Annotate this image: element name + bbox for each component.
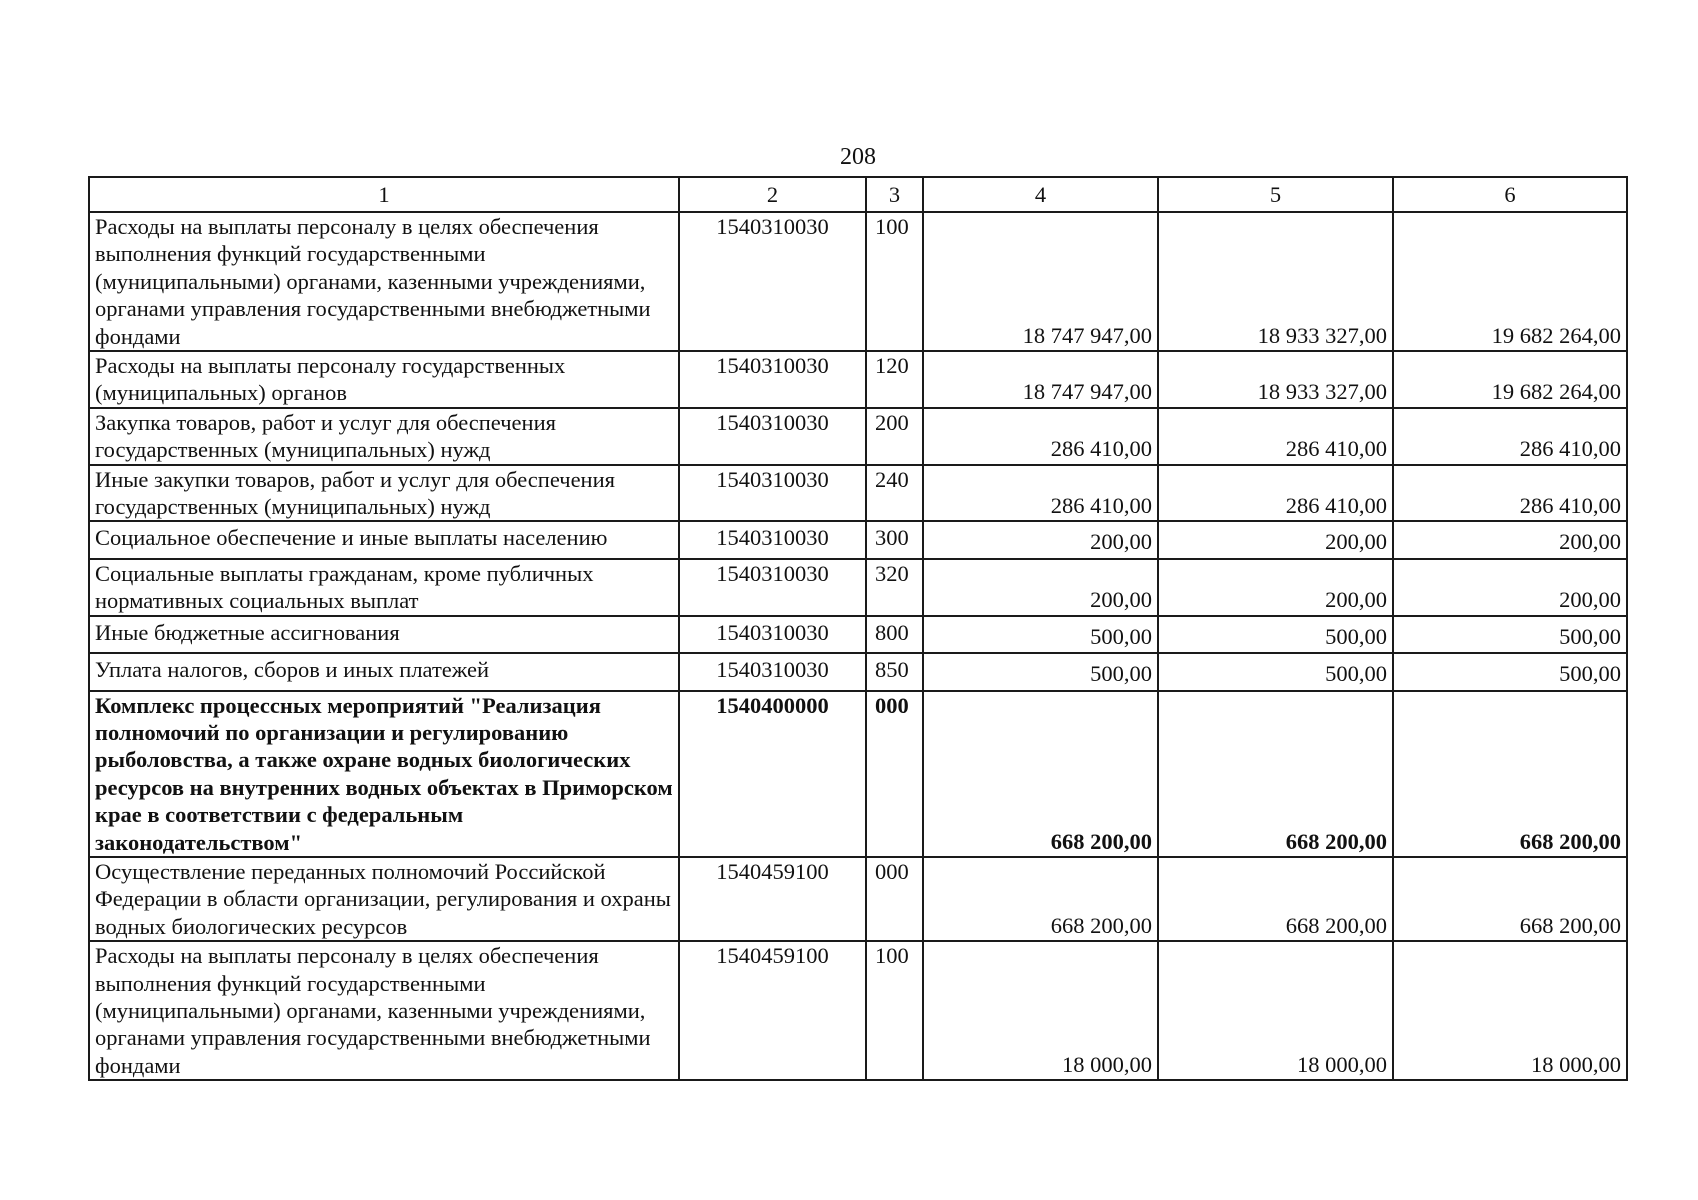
amount-col-4: 500,00 <box>923 653 1158 690</box>
table-row <box>89 616 1627 653</box>
table-row <box>89 941 1627 1080</box>
amount-col-4: 668 200,00 <box>923 857 1158 941</box>
column-header: 4 <box>923 177 1158 212</box>
amount-col-4: 18 747 947,00 <box>923 351 1158 408</box>
expense-name: Социальные выплаты гражданам, кроме публичных нормативных социальных выплат <box>89 559 679 616</box>
expense-name: Закупка товаров, работ и услуг для обеспечения государственных (муниципальных) нужд <box>89 408 679 465</box>
amount-col-6: 18 000,00 <box>1393 941 1627 1080</box>
amount-col-6: 286 410,00 <box>1393 465 1627 522</box>
expense-name: Иные бюджетные ассигнования <box>89 616 679 653</box>
amount-col-6: 286 410,00 <box>1393 408 1627 465</box>
expense-type-code: 300 <box>866 521 923 558</box>
expense-type-code: 850 <box>866 653 923 690</box>
table-row <box>89 351 1627 408</box>
amount-col-6: 19 682 264,00 <box>1393 351 1627 408</box>
amount-col-6: 19 682 264,00 <box>1393 212 1627 351</box>
column-header: 2 <box>679 177 866 212</box>
table-row <box>89 408 1627 465</box>
column-header: 3 <box>866 177 923 212</box>
target-article-code: 1540310030 <box>679 465 866 522</box>
amount-col-5: 500,00 <box>1158 616 1393 653</box>
target-article-code: 1540310030 <box>679 521 866 558</box>
page-number: 208 <box>840 144 876 170</box>
expense-name: Расходы на выплаты персоналу государственных (муниципальных) органов <box>89 351 679 408</box>
amount-col-5: 668 200,00 <box>1158 691 1393 857</box>
amount-col-6: 668 200,00 <box>1393 857 1627 941</box>
table-row <box>89 212 1627 351</box>
target-article-code: 1540310030 <box>679 212 866 351</box>
column-header: 1 <box>89 177 679 212</box>
budget-table <box>88 176 1628 1081</box>
expense-type-code: 200 <box>866 408 923 465</box>
amount-col-4: 200,00 <box>923 559 1158 616</box>
expense-name: Социальное обеспечение и иные выплаты населению <box>89 521 679 558</box>
amount-col-5: 200,00 <box>1158 559 1393 616</box>
amount-col-5: 286 410,00 <box>1158 408 1393 465</box>
table-row <box>89 857 1627 941</box>
amount-col-6: 500,00 <box>1393 616 1627 653</box>
expense-type-code: 000 <box>866 691 923 857</box>
expense-name: Иные закупки товаров, работ и услуг для обеспечения государственных (муниципальных) нужд <box>89 465 679 522</box>
amount-col-6: 200,00 <box>1393 521 1627 558</box>
target-article-code: 1540459100 <box>679 941 866 1080</box>
amount-col-4: 668 200,00 <box>923 691 1158 857</box>
amount-col-4: 500,00 <box>923 616 1158 653</box>
column-header: 5 <box>1158 177 1393 212</box>
target-article-code: 1540310030 <box>679 653 866 690</box>
amount-col-5: 668 200,00 <box>1158 857 1393 941</box>
target-article-code: 1540310030 <box>679 408 866 465</box>
column-header: 6 <box>1393 177 1627 212</box>
amount-col-4: 286 410,00 <box>923 408 1158 465</box>
column-number-row <box>89 177 1627 212</box>
target-article-code: 1540459100 <box>679 857 866 941</box>
amount-col-4: 18 000,00 <box>923 941 1158 1080</box>
amount-col-5: 286 410,00 <box>1158 465 1393 522</box>
amount-col-5: 18 000,00 <box>1158 941 1393 1080</box>
expense-type-code: 000 <box>866 857 923 941</box>
amount-col-4: 200,00 <box>923 521 1158 558</box>
table-row <box>89 465 1627 522</box>
amount-col-5: 18 933 327,00 <box>1158 351 1393 408</box>
amount-col-5: 200,00 <box>1158 521 1393 558</box>
expense-name: Осуществление переданных полномочий Российской Федерации в области организации, регулирования и охраны водных биологических ресурсов <box>89 857 679 941</box>
expense-type-code: 320 <box>866 559 923 616</box>
target-article-code: 1540310030 <box>679 559 866 616</box>
amount-col-5: 18 933 327,00 <box>1158 212 1393 351</box>
expense-type-code: 120 <box>866 351 923 408</box>
amount-col-4: 18 747 947,00 <box>923 212 1158 351</box>
table-row-bold <box>89 691 1627 857</box>
target-article-code: 1540310030 <box>679 351 866 408</box>
amount-col-6: 200,00 <box>1393 559 1627 616</box>
expense-type-code: 100 <box>866 212 923 351</box>
expense-name: Расходы на выплаты персоналу в целях обеспечения выполнения функций государственными (муниципальными) органами, казенными учреждениями, органами управления государственными внебюджетными фондами <box>89 212 679 351</box>
amount-col-4: 286 410,00 <box>923 465 1158 522</box>
target-article-code: 1540310030 <box>679 616 866 653</box>
expense-name: Комплекс процессных мероприятий "Реализация полномочий по организации и регулированию рыболовства, а также охране водных биологических ресурсов на внутренних водных объектах в Приморском крае в соответствии с федеральным законодательством" <box>89 691 679 857</box>
expense-name: Расходы на выплаты персоналу в целях обеспечения выполнения функций государственными (муниципальными) органами, казенными учреждениями, органами управления государственными внебюджетными фондами <box>89 941 679 1080</box>
expense-name: Уплата налогов, сборов и иных платежей <box>89 653 679 690</box>
expense-type-code: 800 <box>866 616 923 653</box>
expense-type-code: 100 <box>866 941 923 1080</box>
table-row <box>89 653 1627 690</box>
amount-col-6: 668 200,00 <box>1393 691 1627 857</box>
target-article-code: 1540400000 <box>679 691 866 857</box>
amount-col-5: 500,00 <box>1158 653 1393 690</box>
amount-col-6: 500,00 <box>1393 653 1627 690</box>
table-row <box>89 559 1627 616</box>
expense-type-code: 240 <box>866 465 923 522</box>
table-row <box>89 521 1627 558</box>
